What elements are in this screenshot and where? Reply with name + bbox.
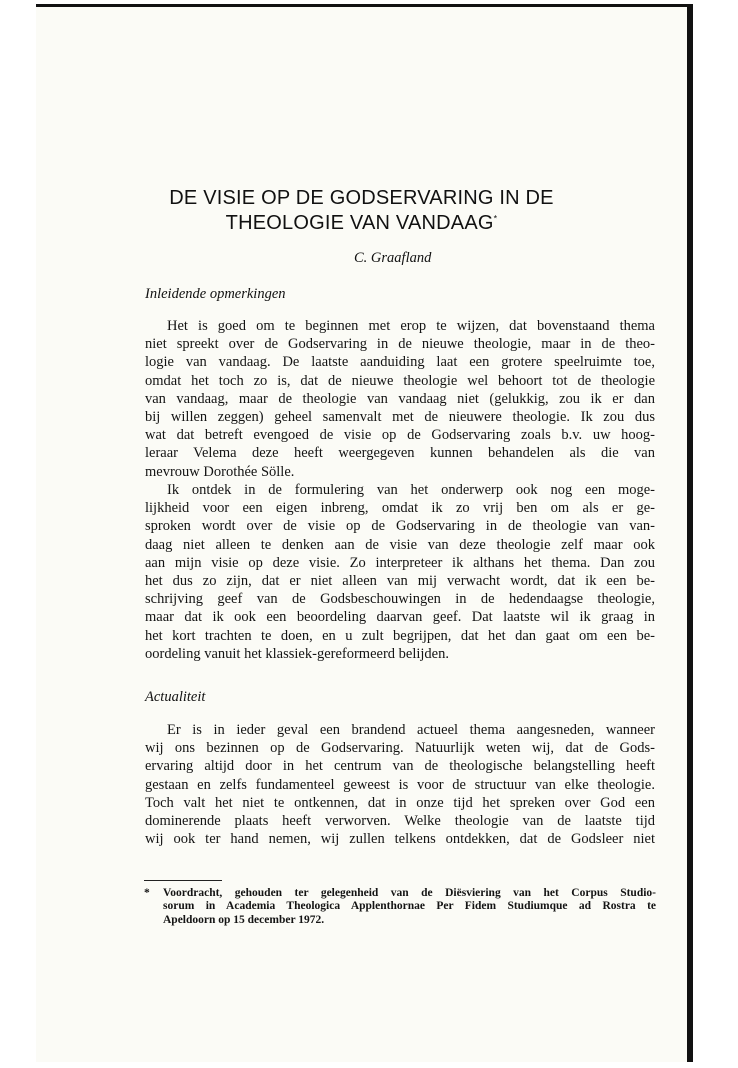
paragraph-line: Er is in ieder geval een brandend actueel thema aangesneden, wanneer <box>167 722 655 738</box>
footnote-line: Voordracht, gehouden ter gelegenheid van de Diësviering van het Corpus Studio- <box>163 887 656 899</box>
paragraph-line: gestaan en zelfs fundamenteel geweest is voor de structuur van elke theologie. <box>145 776 655 793</box>
paragraph-line: wij ons bezinnen op de Godservaring. Natuurlijk weten wij, dat de Gods- <box>145 740 655 757</box>
paragraph-line: niet spreekt over de Godservaring in de nieuwe theologie, maar in de theo- <box>145 336 655 353</box>
paragraph-line: wij ook ter hand nemen, wij zullen telkens ontdekken, dat de Godsleer niet <box>145 831 655 848</box>
paragraph-line: lijkheid voor een eigen inbreng, omdat ik zo vrij ben om als er ge- <box>145 500 655 517</box>
section-heading-actualiteit: Actualiteit <box>145 689 206 705</box>
paragraph-line: ervaring altijd door in het centrum van de theologische belangstelling heeft <box>145 758 655 775</box>
paragraph-line: schrijving geef van de Godsbeschouwingen in de hedendaagse theologie, <box>145 591 655 608</box>
paragraph-line: mevrouw Dorothée Sölle. <box>145 463 295 480</box>
title-line-2: THEOLOGIE VAN VANDAAG* <box>225 212 498 234</box>
author-name: C. Graafland <box>354 250 432 266</box>
paragraph-line: daag niet alleen te denken aan de visie van deze theologie zelf maar ook <box>145 536 655 553</box>
paragraph-line: oordeling vanuit het klassiek-gereformeerd belijden. <box>145 645 449 662</box>
footnote-text <box>163 887 656 927</box>
footnote-line: Apeldoorn op 15 december 1972. <box>163 913 325 926</box>
paragraph-line: maar dat ik ook een beoordeling daarvan geef. Dat laatste wil ik graag in <box>145 609 655 626</box>
footnote-rule <box>144 880 222 881</box>
paragraph-line: het kort trachten te doen, en u zult begrijpen, dat het dan gaat om een be- <box>145 627 655 644</box>
title-line-1: DE VISIE OP DE GODSERVARING IN DE <box>169 187 554 209</box>
footnote-line: sorum in Academia Theologica Applenthornae Per Fidem Studiumque ad Rostra te <box>163 900 656 913</box>
title-footnote-mark: * <box>493 213 498 224</box>
paragraph-2 <box>145 481 655 663</box>
footnote <box>144 887 656 927</box>
paragraph-line: wat dat betreft evengoed de visie op de Godservaring zoals b.v. uw hoog- <box>145 427 655 444</box>
paragraph-line: het dus zo zijn, dat er niet alleen van mij verwacht wordt, dat ik een be- <box>145 572 655 589</box>
paragraph-line: van vandaag, maar de theologie van vandaag niet (gelukkig, zou ik er dan <box>145 390 655 407</box>
paragraph-line: sproken wordt over de visie op de Godservaring in de theologie van van- <box>145 518 655 535</box>
paragraph-3 <box>145 721 655 848</box>
paragraph-line: logie van vandaag. De laatste aanduiding laat een grotere speelruimte toe, <box>145 354 655 371</box>
paragraph-line: leraar Velema deze heeft weergegeven kunnen behandelen als die van <box>145 445 655 462</box>
paragraph-line: aan mijn visie op deze visie. Zo interpreteer ik althans het thema. Dan zou <box>145 554 655 571</box>
paragraph-line: Het is goed om te beginnen met erop te wijzen, dat bovenstaand thema <box>167 318 655 334</box>
section-heading-inleidende: Inleidende opmerkingen <box>145 286 286 302</box>
paragraph-line: Ik ontdek in de formulering van het onderwerp ook nog een moge- <box>167 482 655 498</box>
paragraph-line: bij willen zeggen) geheel samenvalt met de nieuwere theologie. Ik zou dus <box>145 408 655 425</box>
document-page <box>36 4 693 1062</box>
footnote-mark: * <box>144 887 150 899</box>
paragraph-line: omdat het toch zo is, dat de nieuwe theologie wel behoort tot de theologie <box>145 372 655 389</box>
paragraph-line: dominerende plaats heeft verworven. Welke theologie van de laatste tijd <box>145 812 655 829</box>
paragraph-line: Toch valt het niet te ontkennen, dat in onze tijd het spreken over God een <box>145 794 655 811</box>
paragraph-1 <box>145 317 655 481</box>
